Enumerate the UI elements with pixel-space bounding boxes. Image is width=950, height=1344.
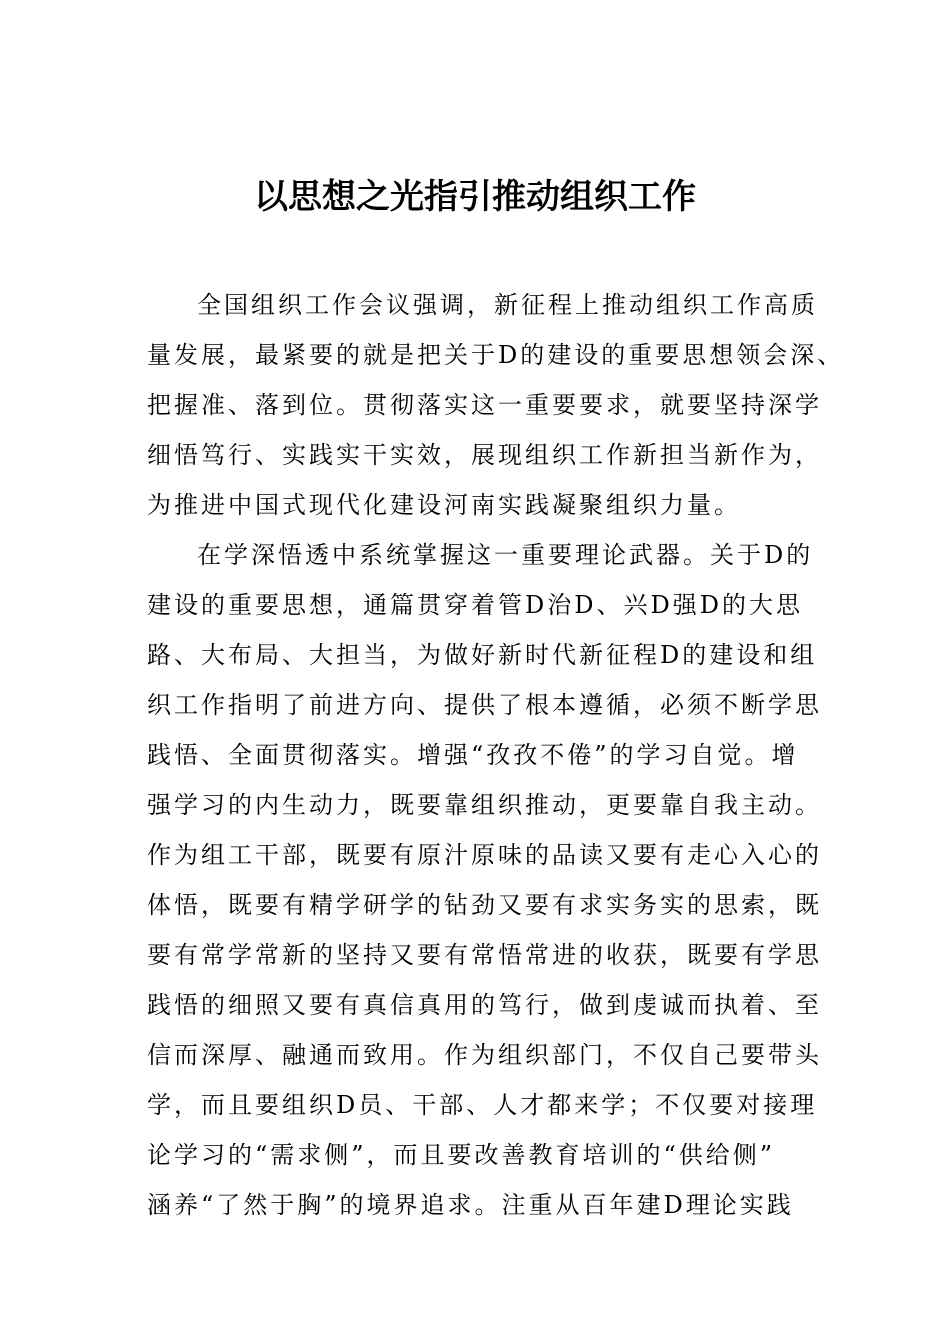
document-title: 以思想之光指引推动组织工作 [254, 177, 696, 217]
paragraph-line: 学，而且要组织D员、干部、人才都来学；不仅要对接理 [147, 1091, 818, 1119]
paragraph-line: 为推进中国式现代化建设河南实践凝聚组织力量。 [147, 491, 741, 519]
paragraph-line: 路、大布局、大担当，为做好新时代新征程D的建设和组 [147, 641, 818, 669]
paragraph-line: 把握准、落到位。贯彻落实这一重要要求，就要坚持深学 [147, 391, 822, 419]
paragraph-line: 践悟、全面贯彻落实。增强“孜孜不倦”的学习自觉。增 [147, 741, 799, 769]
paragraph-line: 细悟笃行、实践实干实效，展现组织工作新担当新作为， [147, 441, 822, 469]
paragraph-line: 量发展，最紧要的就是把关于D的建设的重要思想领会深、 [147, 341, 845, 369]
paragraph-line: 织工作指明了前进方向、提供了根本遵循，必须不断学思 [147, 691, 822, 719]
paragraph-line: 论学习的“需求侧”，而且要改善教育培训的“供给侧” [147, 1141, 776, 1169]
paragraph-line: 强学习的内生动力，既要靠组织推动，更要靠自我主动。 [147, 791, 822, 819]
paragraph-line: 信而深厚、融通而致用。作为组织部门，不仅自己要带头 [147, 1041, 822, 1069]
paragraph-line: 要有常学常新的坚持又要有常悟常进的收获，既要有学思 [147, 941, 822, 969]
paragraph-line: 作为组工干部，既要有原汁原味的品读又要有走心入心的 [147, 841, 822, 869]
paragraph-line: 践悟的细照又要有真信真用的笃行，做到虔诚而执着、至 [147, 991, 822, 1019]
paragraph-line: 涵养“了然于胸”的境界追求。注重从百年建D理论实践 [147, 1191, 794, 1219]
document-body [147, 280, 845, 1230]
paragraph-line: 体悟，既要有精学研学的钻劲又要有求实务实的思索，既 [147, 891, 822, 919]
paragraph-line: 在学深悟透中系统掌握这一重要理论武器。关于D的 [197, 541, 814, 569]
paragraph-line: 全国组织工作会议强调，新征程上推动组织工作高质 [197, 291, 818, 319]
paragraph-line: 建设的重要思想，通篇贯穿着管D治D、兴D强D的大思 [147, 591, 803, 619]
